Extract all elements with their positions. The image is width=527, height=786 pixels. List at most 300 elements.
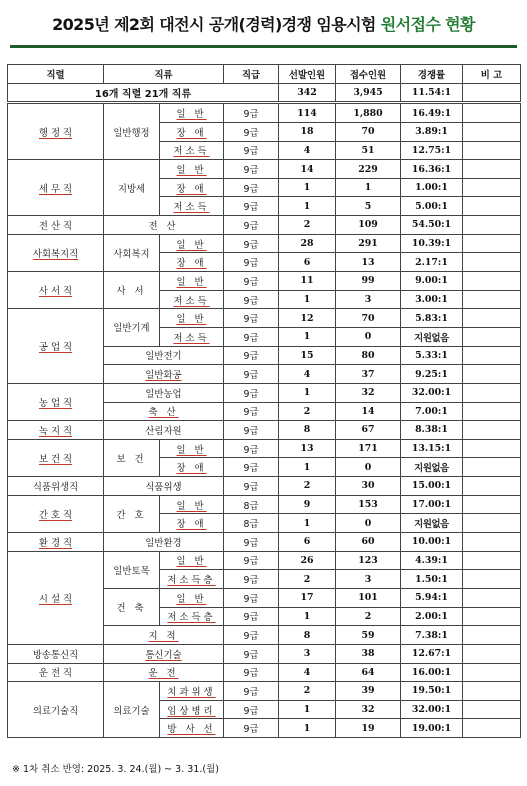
header-applicants: 접수인원 [336, 65, 401, 84]
subcategory-cell [160, 197, 224, 216]
applicants-cell: 70 [336, 309, 401, 328]
subcategory-label: 장 애 [176, 463, 207, 475]
recruit-cell: 4 [279, 365, 336, 384]
note-cell [463, 719, 521, 738]
table-row [8, 234, 521, 253]
category-cell [104, 495, 160, 532]
series-label: 세 무 직 [38, 183, 73, 195]
ratio-cell: 32.00:1 [401, 700, 463, 719]
recruit-cell: 1 [279, 607, 336, 626]
category-label: 일반전기 [145, 351, 182, 363]
note-cell [463, 141, 521, 160]
ratio-cell: 16.36:1 [401, 160, 463, 179]
series-label: 간 호 직 [38, 509, 73, 521]
ratio-cell: 3.89:1 [401, 122, 463, 141]
subcategory-label: 저소득 [173, 146, 210, 158]
category-label: 일반행정 [113, 127, 150, 139]
category-label: 통신기술 [145, 649, 182, 661]
recruit-cell: 2 [279, 570, 336, 589]
grade-cell: 9급 [224, 719, 279, 738]
ratio-cell: 1.00:1 [401, 178, 463, 197]
table-row [8, 309, 521, 328]
note-cell [463, 700, 521, 719]
table-row [8, 160, 521, 179]
note-cell [463, 346, 521, 365]
note-cell [463, 178, 521, 197]
applicants-cell: 38 [336, 644, 401, 663]
series-label: 운 전 직 [38, 668, 73, 680]
applicants-cell: 60 [336, 533, 401, 552]
ratio-cell: 지원없음 [401, 327, 463, 346]
series-label: 의료기술직 [32, 705, 79, 717]
subcategory-cell [160, 103, 224, 123]
ratio-cell: 2.00:1 [401, 607, 463, 626]
series-cell [8, 421, 104, 440]
note-cell [463, 626, 521, 645]
category-cell [104, 682, 160, 738]
note-cell [463, 253, 521, 272]
category-label: 일반토목 [113, 565, 150, 577]
applicants-cell: 291 [336, 234, 401, 253]
applicants-cell: 1,880 [336, 103, 401, 123]
title-main: 2025년 제2회 대전시 공개(경력)경쟁 임용시험 [52, 15, 376, 34]
title-accent: 원서접수 현황 [380, 15, 475, 34]
table-row [8, 495, 521, 514]
category-cell [104, 103, 160, 160]
recruit-cell: 8 [279, 626, 336, 645]
recruit-cell: 17 [279, 588, 336, 607]
header-ratio: 경쟁률 [401, 65, 463, 84]
recruit-cell: 1 [279, 178, 336, 197]
note-cell [463, 644, 521, 663]
recruit-cell: 28 [279, 234, 336, 253]
grade-cell: 9급 [224, 588, 279, 607]
note-cell [463, 290, 521, 309]
series-cell [8, 160, 104, 216]
note-cell [463, 272, 521, 291]
category-cell [104, 663, 224, 682]
table-row [8, 682, 521, 701]
applicants-cell: 70 [336, 122, 401, 141]
grade-cell: 9급 [224, 551, 279, 570]
grade-cell: 9급 [224, 253, 279, 272]
subcategory-cell [160, 122, 224, 141]
recruit-cell: 114 [279, 103, 336, 123]
ratio-cell: 19.50:1 [401, 682, 463, 701]
ratio-cell: 7.00:1 [401, 402, 463, 421]
note-cell [463, 327, 521, 346]
category-cell [104, 477, 224, 496]
category-cell [104, 588, 160, 625]
subcategory-label: 장 애 [176, 519, 207, 531]
category-label: 사회복지 [113, 248, 150, 260]
recruit-cell: 2 [279, 216, 336, 235]
applicants-cell: 101 [336, 588, 401, 607]
table-row [8, 533, 521, 552]
subcategory-cell [160, 495, 224, 514]
subcategory-cell [160, 160, 224, 179]
category-cell [104, 272, 160, 309]
summary-row [8, 83, 521, 103]
note-cell [463, 439, 521, 458]
applicants-cell: 30 [336, 477, 401, 496]
summary-applicants: 3,945 [336, 83, 401, 103]
note-cell [463, 682, 521, 701]
subcategory-cell [160, 234, 224, 253]
category-cell [104, 234, 160, 271]
note-cell [463, 477, 521, 496]
ratio-cell: 16.00:1 [401, 663, 463, 682]
applicants-cell: 123 [336, 551, 401, 570]
series-label: 공 업 직 [38, 342, 73, 354]
ratio-cell: 16.49:1 [401, 103, 463, 123]
note-cell [463, 365, 521, 384]
ratio-cell: 3.00:1 [401, 290, 463, 309]
summary-label: 16개 직렬 21개 직류 [8, 83, 279, 103]
recruit-cell: 2 [279, 682, 336, 701]
applicants-cell: 32 [336, 383, 401, 402]
recruit-cell: 13 [279, 439, 336, 458]
grade-cell: 9급 [224, 439, 279, 458]
applicants-cell: 3 [336, 570, 401, 589]
applicants-cell: 0 [336, 327, 401, 346]
applicants-cell: 67 [336, 421, 401, 440]
ratio-cell: 지원없음 [401, 458, 463, 477]
header-note: 비 고 [463, 65, 521, 84]
recruit-cell: 1 [279, 383, 336, 402]
subcategory-cell [160, 607, 224, 626]
note-cell [463, 309, 521, 328]
ratio-cell: 4.39:1 [401, 551, 463, 570]
header-category: 직류 [104, 65, 224, 84]
applicants-cell: 19 [336, 719, 401, 738]
grade-cell: 9급 [224, 626, 279, 645]
series-label: 방송통신직 [32, 649, 79, 661]
note-cell [463, 588, 521, 607]
note-cell [463, 421, 521, 440]
subcategory-label: 일 반 [176, 556, 207, 568]
table-row [8, 663, 521, 682]
subcategory-label: 일 반 [176, 165, 207, 177]
footnote: ※ 1차 취소 반영: 2025. 3. 24.(월) ~ 3. 31.(월) [12, 764, 219, 775]
ratio-cell: 7.38:1 [401, 626, 463, 645]
grade-cell: 9급 [224, 421, 279, 440]
grade-cell: 9급 [224, 122, 279, 141]
applicants-cell: 0 [336, 458, 401, 477]
recruit-cell: 1 [279, 197, 336, 216]
recruit-cell: 1 [279, 514, 336, 533]
category-cell [104, 421, 224, 440]
header-row [8, 65, 521, 84]
note-cell [463, 495, 521, 514]
category-cell [104, 383, 224, 402]
applicants-cell: 1 [336, 178, 401, 197]
subcategory-cell [160, 570, 224, 589]
title-divider [10, 45, 517, 48]
subcategory-label: 일 반 [176, 444, 207, 456]
subcategory-label: 일 반 [176, 314, 207, 326]
ratio-cell: 17.00:1 [401, 495, 463, 514]
subcategory-cell [160, 290, 224, 309]
series-label: 환 경 직 [38, 537, 73, 549]
table-body [8, 103, 521, 738]
subcategory-label: 저소득층 [167, 612, 216, 624]
applicants-cell: 37 [336, 365, 401, 384]
ratio-cell: 8.38:1 [401, 421, 463, 440]
subcategory-cell [160, 514, 224, 533]
series-cell [8, 309, 104, 384]
note-cell [463, 663, 521, 682]
recruit-cell: 18 [279, 122, 336, 141]
table-row [8, 644, 521, 663]
applicants-cell: 13 [336, 253, 401, 272]
recruit-cell: 1 [279, 458, 336, 477]
ratio-cell: 2.17:1 [401, 253, 463, 272]
grade-cell: 9급 [224, 682, 279, 701]
subcategory-label: 일 반 [176, 500, 207, 512]
subcategory-cell [160, 327, 224, 346]
series-cell [8, 682, 104, 738]
subcategory-cell [160, 439, 224, 458]
grade-cell: 9급 [224, 327, 279, 346]
category-label: 일반환경 [145, 537, 182, 549]
category-label: 지방세 [117, 183, 146, 195]
page-title [0, 12, 527, 35]
grade-cell: 9급 [224, 160, 279, 179]
category-cell [104, 439, 160, 476]
series-cell [8, 663, 104, 682]
ratio-cell: 5.33:1 [401, 346, 463, 365]
applicants-cell: 0 [336, 514, 401, 533]
table-row [8, 421, 521, 440]
category-label: 운 전 [148, 668, 179, 680]
series-label: 식품위생직 [32, 481, 79, 493]
category-label: 일반농업 [145, 388, 182, 400]
ratio-cell: 5.94:1 [401, 588, 463, 607]
category-label: 간 호 [116, 509, 147, 521]
subcategory-label: 치과위생 [167, 686, 216, 698]
subcategory-label: 일 반 [176, 593, 207, 605]
category-cell [104, 216, 224, 235]
category-cell [104, 644, 224, 663]
grade-cell: 9급 [224, 309, 279, 328]
grade-cell: 9급 [224, 477, 279, 496]
category-cell [104, 402, 224, 421]
recruit-cell: 12 [279, 309, 336, 328]
category-label: 전 산 [148, 220, 179, 232]
ratio-cell: 54.50:1 [401, 216, 463, 235]
series-label: 사회복지직 [32, 248, 79, 260]
note-cell [463, 458, 521, 477]
subcategory-label: 장 애 [176, 258, 207, 270]
note-cell [463, 160, 521, 179]
recruit-cell: 3 [279, 644, 336, 663]
grade-cell: 9급 [224, 383, 279, 402]
recruit-cell: 6 [279, 533, 336, 552]
recruitment-table [7, 64, 521, 738]
table-row [8, 216, 521, 235]
subcategory-cell [160, 700, 224, 719]
grade-cell: 9급 [224, 141, 279, 160]
series-cell [8, 383, 104, 420]
applicants-cell: 171 [336, 439, 401, 458]
applicants-cell: 229 [336, 160, 401, 179]
category-cell [104, 551, 160, 588]
applicants-cell: 5 [336, 197, 401, 216]
subcategory-cell [160, 141, 224, 160]
category-label: 사 서 [116, 286, 147, 298]
note-cell [463, 122, 521, 141]
category-label: 산림자원 [145, 425, 182, 437]
category-label: 지 적 [148, 631, 179, 643]
subcategory-label: 임상병리 [167, 705, 216, 717]
category-label: 의료기술 [113, 705, 150, 717]
recruit-cell: 15 [279, 346, 336, 365]
grade-cell: 9급 [224, 178, 279, 197]
subcategory-cell [160, 551, 224, 570]
series-label: 농 업 직 [38, 398, 73, 410]
applicants-cell: 2 [336, 607, 401, 626]
grade-cell: 9급 [224, 458, 279, 477]
table-row [8, 439, 521, 458]
grade-cell: 9급 [224, 533, 279, 552]
applicants-cell: 3 [336, 290, 401, 309]
grade-cell: 9급 [224, 402, 279, 421]
ratio-cell: 12.67:1 [401, 644, 463, 663]
category-label: 보 건 [116, 453, 147, 465]
subcategory-cell [160, 272, 224, 291]
series-label: 시 설 직 [38, 593, 73, 605]
ratio-cell: 13.15:1 [401, 439, 463, 458]
applicants-cell: 109 [336, 216, 401, 235]
series-label: 사 서 직 [38, 286, 73, 298]
series-cell [8, 216, 104, 235]
applicants-cell: 153 [336, 495, 401, 514]
table-row [8, 272, 521, 291]
recruit-cell: 4 [279, 663, 336, 682]
category-cell [104, 160, 160, 216]
subcategory-cell [160, 458, 224, 477]
ratio-cell: 9.25:1 [401, 365, 463, 384]
note-cell [463, 514, 521, 533]
grade-cell: 9급 [224, 663, 279, 682]
series-cell [8, 644, 104, 663]
ratio-cell: 1.50:1 [401, 570, 463, 589]
grade-cell: 9급 [224, 272, 279, 291]
subcategory-label: 저소득 [173, 295, 210, 307]
recruit-cell: 1 [279, 290, 336, 309]
ratio-cell: 5.83:1 [401, 309, 463, 328]
note-cell [463, 607, 521, 626]
note-cell [463, 103, 521, 123]
table-row [8, 103, 521, 123]
category-cell [104, 626, 224, 645]
grade-cell: 9급 [224, 103, 279, 123]
ratio-cell: 5.00:1 [401, 197, 463, 216]
subcategory-cell [160, 178, 224, 197]
subcategory-label: 장 애 [176, 183, 207, 195]
subcategory-label: 장 애 [176, 127, 207, 139]
subcategory-cell [160, 588, 224, 607]
subcategory-label: 방 사 선 [167, 724, 216, 736]
note-cell [463, 383, 521, 402]
subcategory-label: 저소득 [173, 332, 210, 344]
series-cell [8, 439, 104, 476]
ratio-cell: 10.00:1 [401, 533, 463, 552]
table-row [8, 383, 521, 402]
series-cell [8, 533, 104, 552]
recruit-cell: 14 [279, 160, 336, 179]
applicants-cell: 51 [336, 141, 401, 160]
subcategory-cell [160, 719, 224, 738]
category-cell [104, 309, 160, 346]
category-label: 일반기계 [113, 323, 150, 335]
grade-cell: 9급 [224, 607, 279, 626]
grade-cell: 9급 [224, 216, 279, 235]
series-cell [8, 477, 104, 496]
subcategory-label: 일 반 [176, 276, 207, 288]
grade-cell: 9급 [224, 346, 279, 365]
recruit-cell: 8 [279, 421, 336, 440]
summary-ratio: 11.54:1 [401, 83, 463, 103]
category-label: 식품위생 [145, 481, 182, 493]
summary-recruit: 342 [279, 83, 336, 103]
series-label: 보 건 직 [38, 453, 73, 465]
series-cell [8, 103, 104, 160]
category-cell [104, 533, 224, 552]
grade-cell: 9급 [224, 570, 279, 589]
subcategory-label: 일 반 [176, 239, 207, 251]
applicants-cell: 80 [336, 346, 401, 365]
subcategory-label: 일 반 [176, 109, 207, 121]
applicants-cell: 64 [336, 663, 401, 682]
series-cell [8, 551, 104, 644]
ratio-cell: 12.75:1 [401, 141, 463, 160]
ratio-cell: 32.00:1 [401, 383, 463, 402]
recruit-cell: 1 [279, 719, 336, 738]
grade-cell: 9급 [224, 700, 279, 719]
recruit-cell: 26 [279, 551, 336, 570]
grade-cell: 9급 [224, 197, 279, 216]
grade-cell: 9급 [224, 290, 279, 309]
ratio-cell: 지원없음 [401, 514, 463, 533]
series-label: 전 산 직 [38, 220, 73, 232]
recruit-cell: 2 [279, 477, 336, 496]
subcategory-label: 저소득층 [167, 575, 216, 587]
grade-cell: 9급 [224, 644, 279, 663]
recruit-cell: 6 [279, 253, 336, 272]
recruit-cell: 1 [279, 700, 336, 719]
header-series: 직렬 [8, 65, 104, 84]
series-label: 녹 지 직 [38, 425, 73, 437]
recruit-cell: 1 [279, 327, 336, 346]
note-cell [463, 533, 521, 552]
grade-cell: 9급 [224, 234, 279, 253]
recruit-cell: 2 [279, 402, 336, 421]
category-label: 건 축 [116, 603, 147, 615]
recruit-cell: 11 [279, 272, 336, 291]
ratio-cell: 10.39:1 [401, 234, 463, 253]
note-cell [463, 216, 521, 235]
summary-note [463, 83, 521, 103]
subcategory-cell [160, 253, 224, 272]
grade-cell: 8급 [224, 495, 279, 514]
category-cell [104, 346, 224, 365]
ratio-cell: 19.00:1 [401, 719, 463, 738]
applicants-cell: 99 [336, 272, 401, 291]
note-cell [463, 234, 521, 253]
recruit-cell: 9 [279, 495, 336, 514]
